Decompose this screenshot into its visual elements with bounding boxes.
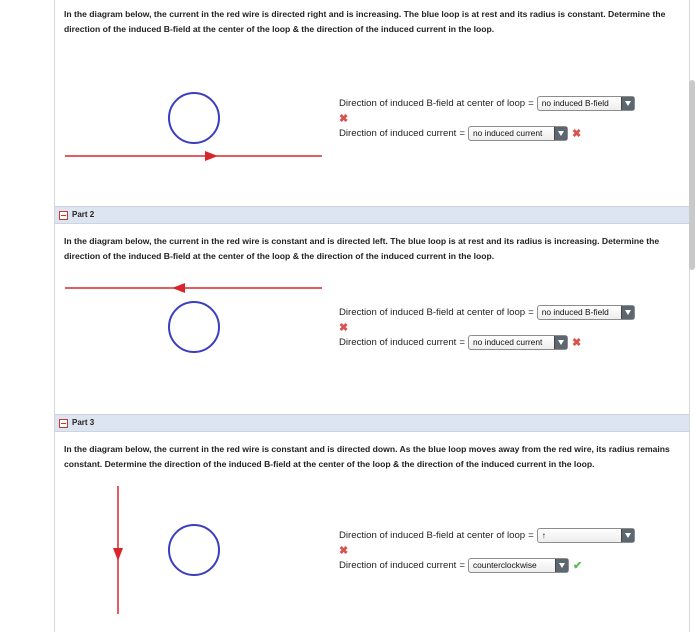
part1-diagram <box>60 85 330 170</box>
part3-problem-text: In the diagram below, the current in the red wire is constant and is directed down. As the blue loop moves away from the red wire, its radius remains constant. Determine the direction of the induced B-field at the center of the loop & the direction of the induced current in the loop. <box>64 444 670 469</box>
part3-wire-arrow-down <box>113 548 123 561</box>
part3-current-correct-icon: ✔ <box>572 560 583 572</box>
part2-header[interactable] <box>55 206 689 224</box>
part3-title: Part 3 <box>72 418 95 427</box>
part2-current-label: Direction of induced current <box>339 337 457 348</box>
collapse-icon[interactable] <box>59 211 68 220</box>
part1-problem-text: In the diagram below, the current in the red wire is directed right and is increasing. The blue loop is at rest and its radius is constant. Determine the direction of the induced B-field at the center of the loop & the direction of the induced current in the loop. <box>64 9 666 34</box>
part3-current-select[interactable] <box>468 558 569 573</box>
part3-bfield-label: Direction of induced B-field at center of loop <box>339 530 526 541</box>
part3-bfield-wrong-icon: ✖ <box>339 545 349 557</box>
part3-blue-loop <box>169 525 219 575</box>
part2-bfield-select[interactable] <box>537 305 635 320</box>
chevron-down-icon <box>621 97 634 110</box>
part3-bfield-select[interactable] <box>537 528 635 543</box>
part1-bfield-value: no induced B-field <box>541 98 609 108</box>
chevron-down-icon <box>554 336 567 349</box>
part1-bfield-wrong-icon: ✖ <box>339 113 349 125</box>
part1-current-row <box>339 126 581 141</box>
part2-blue-loop <box>169 302 219 352</box>
part1-bfield-select[interactable] <box>537 96 635 111</box>
part3-current-row <box>339 558 582 573</box>
part2-bfield-label: Direction of induced B-field at center of loop <box>339 307 526 318</box>
part3-bfield-value: ↑ <box>541 530 546 540</box>
part2-current-select[interactable] <box>468 335 568 350</box>
equals-sign: = <box>459 560 465 571</box>
part2-wire-arrow-left <box>172 283 185 293</box>
part3-current-value: counterclockwise <box>472 560 537 570</box>
part2-current-value: no induced current <box>472 337 543 347</box>
part1-current-label: Direction of induced current <box>339 128 457 139</box>
chevron-down-icon <box>555 559 568 572</box>
equals-sign: = <box>528 98 534 109</box>
part2-bfield-row <box>339 305 635 320</box>
equals-sign: = <box>528 307 534 318</box>
part2-bfield-value: no induced B-field <box>541 307 609 317</box>
part2-bfield-wrong-icon: ✖ <box>339 322 349 334</box>
equals-sign: = <box>459 337 465 348</box>
chevron-down-icon <box>621 306 634 319</box>
part1-current-select[interactable] <box>468 126 568 141</box>
chevron-down-icon <box>554 127 567 140</box>
part1-current-wrong-icon: ✖ <box>571 128 582 140</box>
part3-bfield-row <box>339 528 635 543</box>
part2-current-row <box>339 335 581 350</box>
part1-wire-arrow-right <box>205 151 218 161</box>
part1-current-value: no induced current <box>472 128 543 138</box>
equals-sign: = <box>459 128 465 139</box>
part2-diagram <box>60 278 330 358</box>
part3-header[interactable] <box>55 414 689 432</box>
equals-sign: = <box>528 530 534 541</box>
part1-blue-loop <box>169 93 219 143</box>
part1-bfield-label: Direction of induced B-field at center of loop <box>339 98 526 109</box>
part3-current-label: Direction of induced current <box>339 560 457 571</box>
scrollbar[interactable] <box>689 80 695 270</box>
collapse-icon[interactable] <box>59 419 68 428</box>
part3-diagram <box>60 484 260 616</box>
part2-problem-text: In the diagram below, the current in the red wire is constant and is directed left. The blue loop is at rest and its radius is increasing. Determine the direction of the induced B-field at the center of the loop & the direction of the induced current in the loop. <box>64 236 660 261</box>
part1-bfield-row <box>339 96 635 111</box>
part2-current-wrong-icon: ✖ <box>571 337 582 349</box>
part2-title: Part 2 <box>72 210 95 219</box>
chevron-down-icon <box>621 529 634 542</box>
